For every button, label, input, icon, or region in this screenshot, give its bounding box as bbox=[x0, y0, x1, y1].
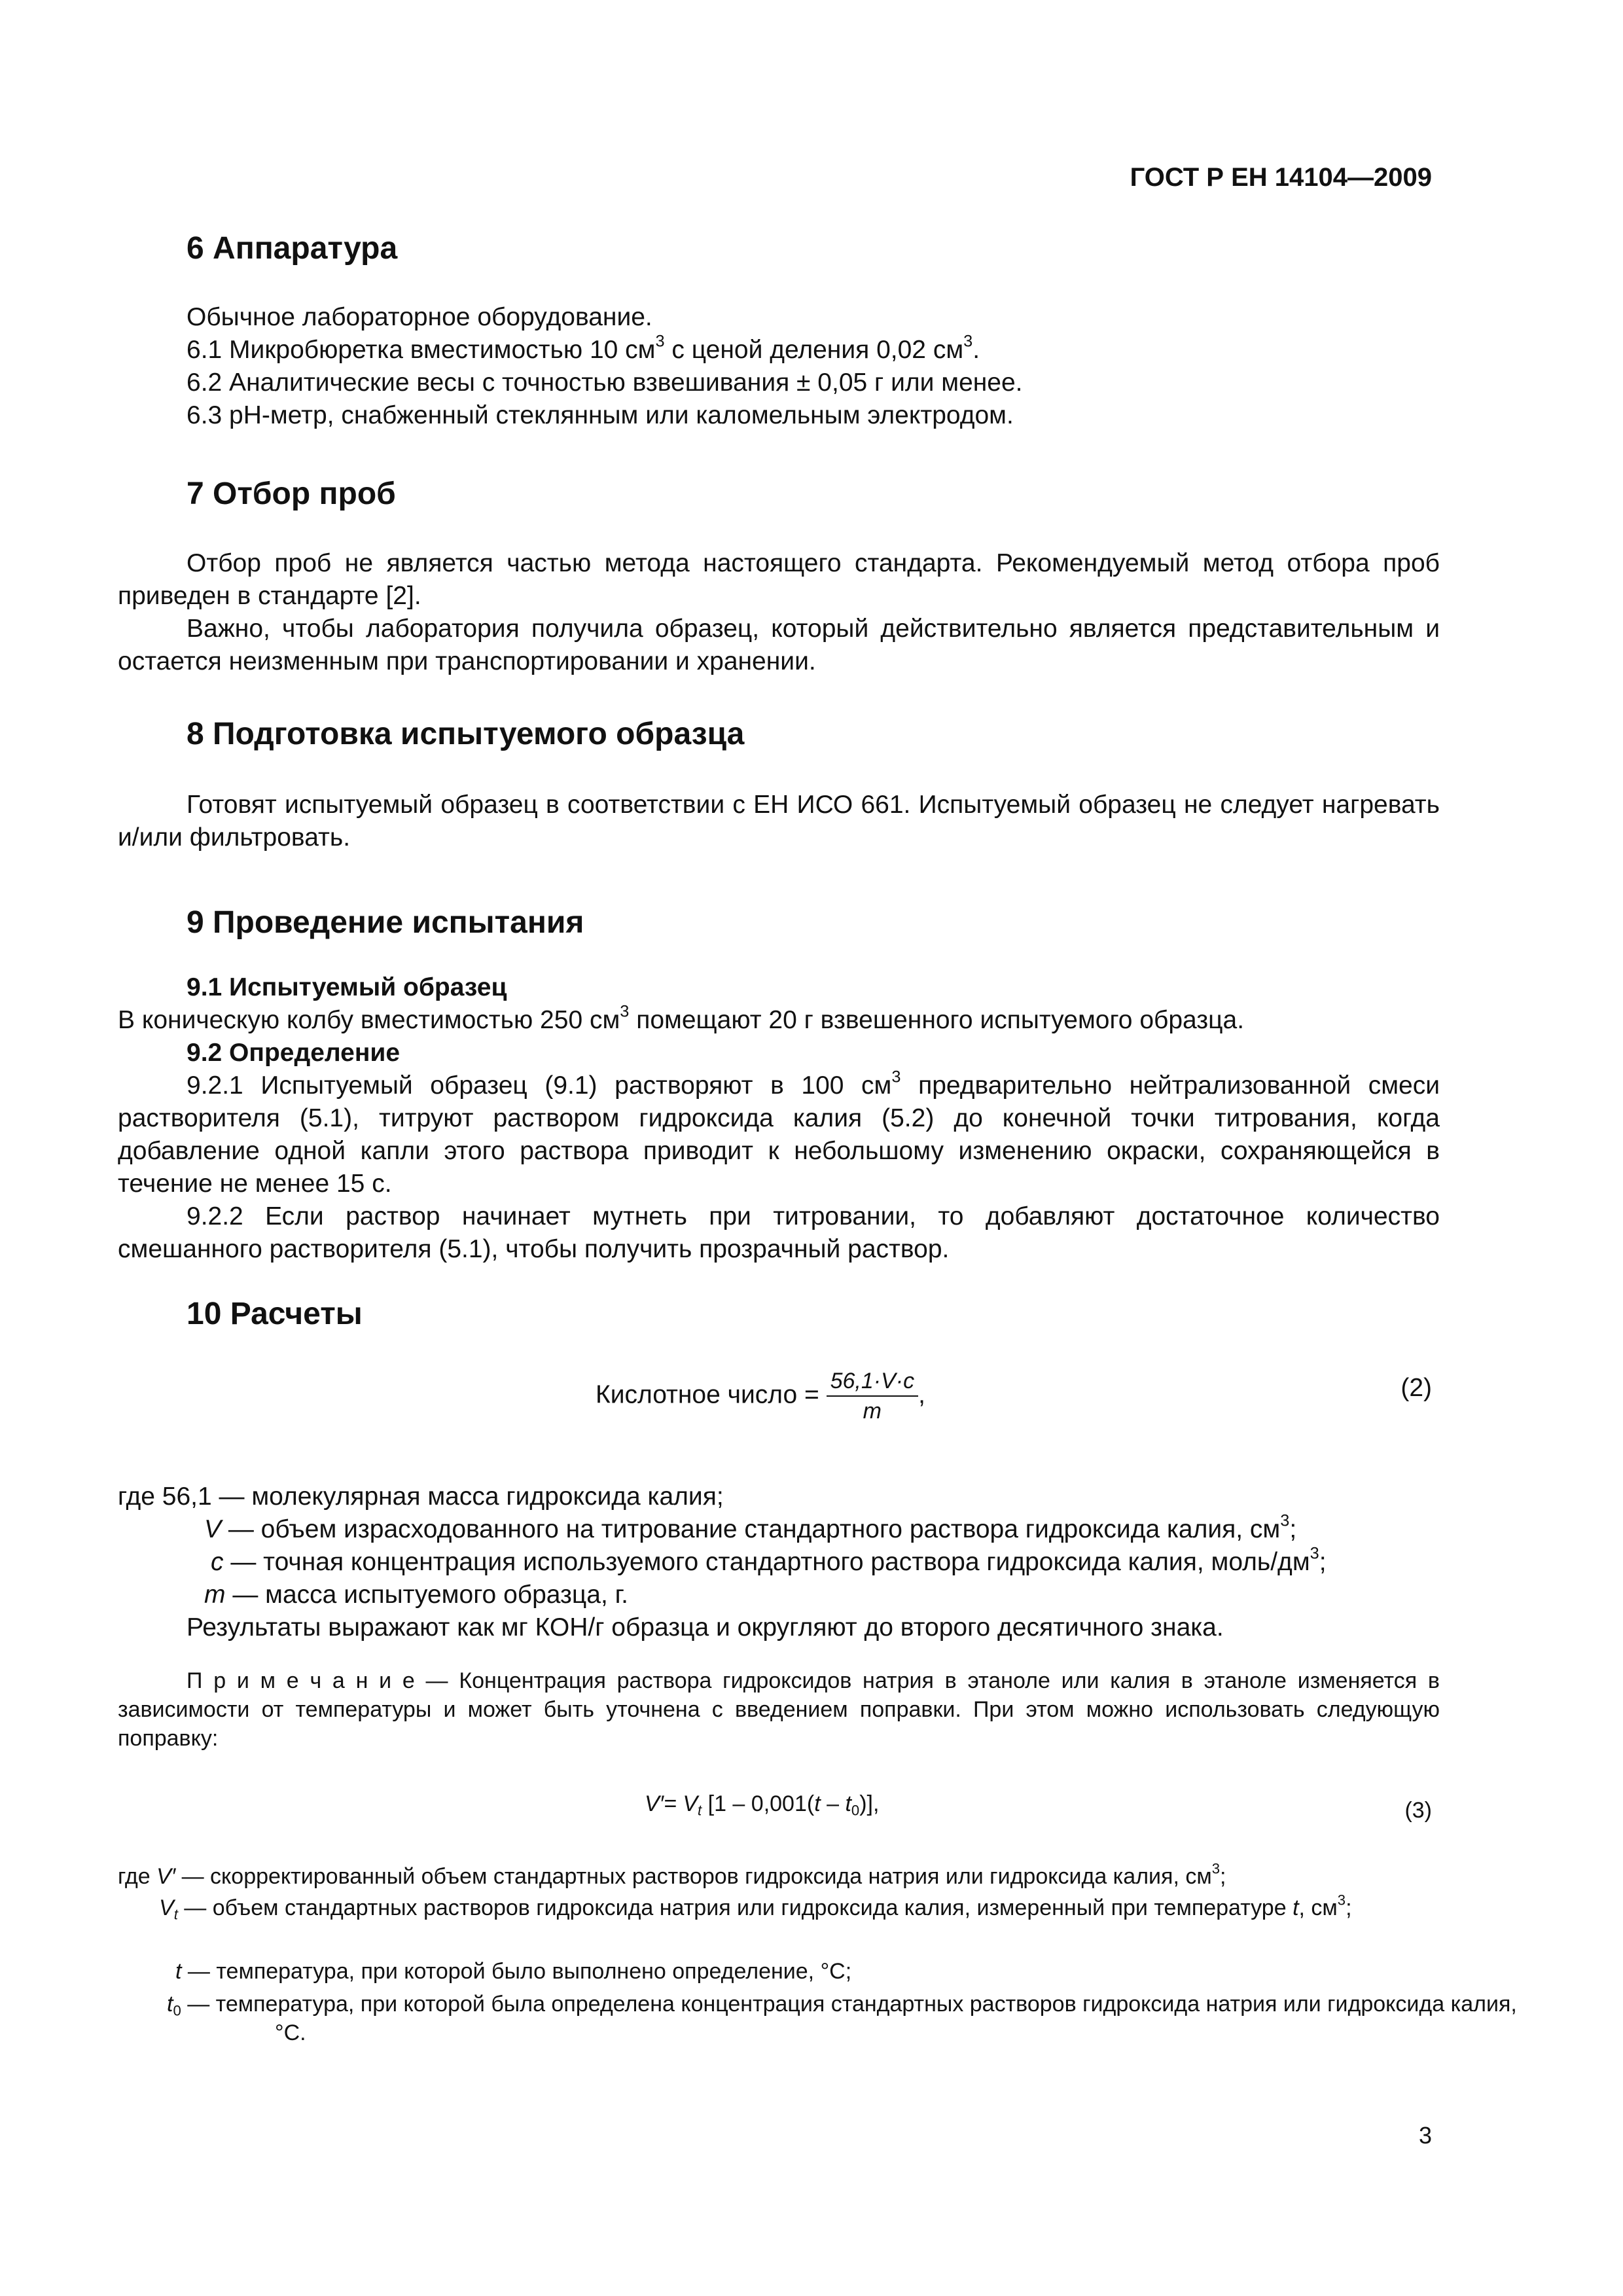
equation-2-numerator: 56,1·V·c bbox=[827, 1367, 919, 1397]
section-8-heading: 8 Подготовка испытуемого образца bbox=[187, 717, 745, 751]
equation-3-number: (3) bbox=[1404, 1798, 1432, 1823]
paragraph-9-2-2: 9.2.2 Если раствор начинает мутнеть при титровании, то добавляют достаточное количество смешанного растворителя (5.1), чтобы получить прозрачный раствор. bbox=[118, 1202, 1440, 1263]
note-label: П р и м е ч а н и е bbox=[187, 1668, 415, 1693]
where-c: c — точная концентрация используемого стандартного раствора гидроксида калия, моль/$дм^3$; bbox=[211, 1544, 1327, 1576]
subsection-9-1-title: 9.1 Испытуемый образец bbox=[187, 973, 507, 1001]
equation-2-number: (2) bbox=[1400, 1374, 1432, 1402]
section-6-item-3: 6.3 pH-метр, снабженный стеклянным или каломельным электродом. bbox=[187, 401, 1014, 429]
paragraph-9-2-1: 9.2.1 Испытуемый образец (9.1) растворяют в 100 $см^3$ предварительно нейтрализованной смеси растворителя (5.1), титруют раствором гидроксида калия (5.2) до конечной точки титрования, когда добавление одной капли этого раствора приводит к небольшому изменению окраски, сохраняющейся в течение не менее 15 с. bbox=[118, 1067, 1440, 1198]
section-8-paragraph: Готовят испытуемый образец в соответствии с ЕН ИСО 661. Испытуемый образец не следует нагревать и/или фильтровать. bbox=[118, 791, 1440, 852]
section-6-item-1: 6.1 Микробюретка вместимостью 10 $см^3$ с ценой деления 0,02 $см^3$. bbox=[187, 332, 980, 364]
where-v-prime: где V′ — скорректированный объем стандартных растворов гидроксида натрия или гидроксида калия, $см^3$; bbox=[118, 1860, 1226, 1889]
note-paragraph: П р и м е ч а н и е — Концентрация раствора гидроксидов натрия в этаноле или калия в этаноле изменяется в зависимости от температуры и может быть уточнена с введением поправки. При этом можно использовать следующую поправку: bbox=[118, 1668, 1440, 1751]
section-9-body bbox=[118, 971, 1440, 1266]
equation-2-fraction bbox=[827, 1367, 919, 1426]
where-molar-mass: где 56,1 — молекулярная масса гидроксида калия; bbox=[118, 1482, 724, 1511]
where-v-t: $V_t$ — объем стандартных растворов гидроксида натрия или гидроксида калия, измеренный при температуре t, $см^3$; bbox=[159, 1892, 1352, 1923]
result-rounding: Результаты выражают как мг КОН/г образца и округляют до второго десятичного знака. bbox=[187, 1613, 1224, 1641]
section-7-paragraph-1: Отбор проб не является частью метода настоящего стандарта. Рекомендуемый метод отбора проб приведен в стандарте [2]. bbox=[118, 549, 1440, 610]
section-10-heading: 10 Расчеты bbox=[187, 1297, 363, 1331]
subsection-9-2-title: 9.2 Определение bbox=[187, 1039, 401, 1067]
section-6-item-2: 6.2 Аналитические весы с точностью взвешивания ± 0,05 г или менее. bbox=[187, 368, 1023, 397]
where-t: t — температура, при которой было выполнено определение, °С; bbox=[175, 1959, 852, 1984]
page-number: 3 bbox=[1418, 2122, 1432, 2149]
section-7-paragraph-2: Важно, чтобы лаборатория получила образец, который действительно является представительным и остается неизменным при транспортировании и хранении. bbox=[118, 615, 1440, 675]
document-id: ГОСТ Р ЕН 14104—2009 bbox=[1130, 163, 1432, 192]
section-9-heading: 9 Проведение испытания bbox=[187, 905, 584, 940]
subsection-9-1-text: В коническую колбу вместимостью 250 $см^3$ помещают 20 г взвешенного испытуемого образца. bbox=[118, 1002, 1245, 1034]
equation-2-denominator: m bbox=[863, 1399, 882, 1424]
section-7-heading: 7 Отбор проб bbox=[187, 476, 396, 511]
section-6-intro: Обычное лабораторное оборудование. bbox=[187, 303, 652, 331]
section-6-heading: 6 Аппаратура bbox=[187, 231, 398, 266]
where-m: m — масса испытуемого образца, г. bbox=[204, 1581, 628, 1609]
where-t0: $t_0$ — температура, при которой была определена концентрация стандартных растворов гидроксида натрия или гидроксида калия, °С. bbox=[167, 1992, 1517, 2045]
section-6-body bbox=[187, 301, 1440, 432]
equation-2-comma: , bbox=[918, 1380, 925, 1409]
equation-3: $V'= V_t$ $[1 - 0,001(t - t_0)]$, bbox=[645, 1791, 880, 1819]
where-v: V — объем израсходованного на титрование стандартного раствора гидроксида калия, $см^3$; bbox=[204, 1511, 1297, 1543]
equation-2-lhs: Кислотное число = bbox=[596, 1380, 819, 1409]
equation-2 bbox=[596, 1367, 925, 1426]
